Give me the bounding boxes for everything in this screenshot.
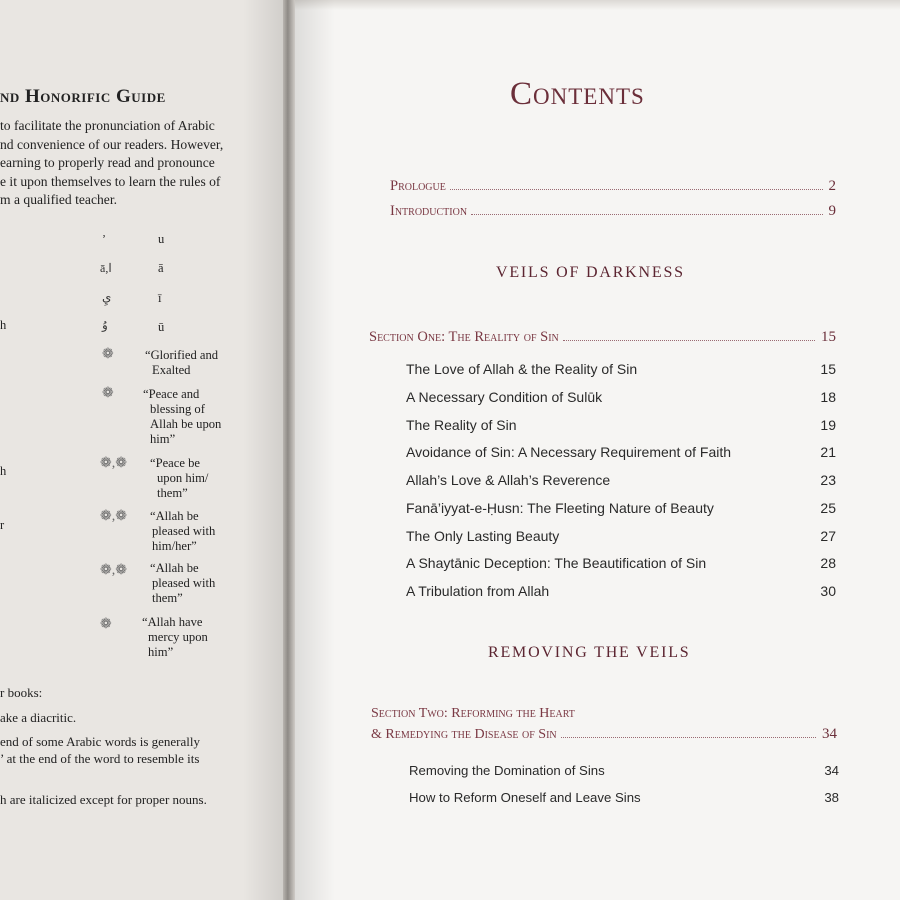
- toc-item: A Shaytānic Deception: The Beautification of Sin 28: [406, 555, 836, 571]
- guide-intro: [0, 117, 240, 210]
- translit-latin: ī: [158, 291, 162, 305]
- intro-line: nd convenience of our readers. However,: [0, 136, 224, 152]
- toc-section-one: Section One: The Reality of Sin 15: [369, 329, 836, 345]
- honorific-glyph-icon: ❁: [102, 386, 114, 401]
- page-shadow: [295, 0, 335, 900]
- dot-leader: [561, 737, 816, 738]
- arabic-symbol: ā,ا: [100, 261, 112, 275]
- honorific-glyph-icon: ❁,❁: [100, 456, 127, 471]
- arabic-symbol: ʼ: [102, 232, 106, 246]
- part-heading: REMOVING THE VEILS: [488, 644, 691, 661]
- honorific-glyph-icon: ❁: [100, 617, 112, 632]
- toc-entry-prologue: Prologue 2: [390, 178, 836, 194]
- guide-note-line: r books:: [0, 685, 43, 700]
- toc-section-two: Section Two: Reforming the Heart & Remedying the Disease of Sin 34: [371, 706, 837, 742]
- page-edge: [295, 0, 900, 10]
- toc-entry-introduction: Introduction 9: [390, 203, 836, 219]
- toc-item: Removing the Domination of Sins 34: [409, 763, 839, 778]
- honorific-text: “Allah be pleased with him/her”: [150, 509, 216, 553]
- translit-latin: ā: [158, 261, 164, 275]
- honorific-text: “Peace and blessing of Allah be upon him”: [143, 387, 222, 446]
- intro-line: earning to properly read and pronounce: [0, 155, 215, 170]
- toc-item: The Love of Allah & the Reality of Sin 15: [406, 361, 836, 377]
- toc-item: A Tribulation from Allah 30: [406, 583, 836, 599]
- toc-item: Fanā’iyyat-e-Ḥusn: The Fleeting Nature of Beauty 25: [406, 500, 836, 516]
- translit-latin: ū: [158, 320, 165, 334]
- page-shadow: [243, 0, 283, 900]
- side-fragment: r: [0, 518, 5, 532]
- honorific-text: “Allah be pleased with them”: [150, 561, 216, 605]
- honorific-glyph-icon: ❁,❁: [100, 509, 127, 524]
- translit-latin: u: [158, 232, 165, 246]
- honorific-glyph-icon: ❁: [102, 347, 114, 362]
- dot-leader: [471, 214, 822, 215]
- translit-left: h: [0, 318, 7, 332]
- toc-item: Avoidance of Sin: A Necessary Requirement of Faith 21: [406, 444, 836, 460]
- honorific-text: “Glorified and Exalted: [145, 348, 219, 377]
- arabic-symbol: يِ: [102, 290, 112, 304]
- book-gutter: [283, 0, 295, 900]
- arabic-symbol: وُ: [102, 318, 108, 332]
- toc-item: The Reality of Sin 19: [406, 417, 836, 433]
- side-fragment: h: [0, 464, 7, 478]
- guide-note-line: ake a diacritic.: [0, 710, 77, 725]
- contents-title: Contents: [510, 76, 645, 112]
- honorific-glyph-icon: ❁,❁: [100, 563, 127, 578]
- dot-leader: [563, 340, 815, 341]
- honorific-text: “Peace be upon him/ them”: [150, 456, 209, 500]
- part-heading: VEILS OF DARKNESS: [496, 264, 685, 281]
- toc-item: A Necessary Condition of Sulūk 18: [406, 389, 836, 405]
- intro-line: m a qualified teacher.: [0, 192, 118, 207]
- guide-note-line: end of some Arabic words is generally: [0, 734, 201, 749]
- intro-line: to facilitate the pronunciation of Arabic: [0, 118, 215, 133]
- dot-leader: [450, 189, 823, 190]
- guide-note-line: h are italicized except for proper nouns.: [0, 792, 207, 807]
- honorific-text: “Allah have mercy upon him”: [142, 615, 208, 659]
- toc-item: Allah’s Love & Allah’s Reverence 23: [406, 472, 836, 488]
- intro-line: e it upon themselves to learn the rules of: [0, 173, 221, 189]
- left-page: [0, 0, 283, 900]
- toc-item: The Only Lasting Beauty 27: [406, 528, 836, 544]
- guide-title: nd Honorific Guide: [0, 86, 166, 107]
- guide-note-line: ’ at the end of the word to resemble its: [0, 751, 200, 766]
- toc-item: How to Reform Oneself and Leave Sins 38: [409, 790, 839, 805]
